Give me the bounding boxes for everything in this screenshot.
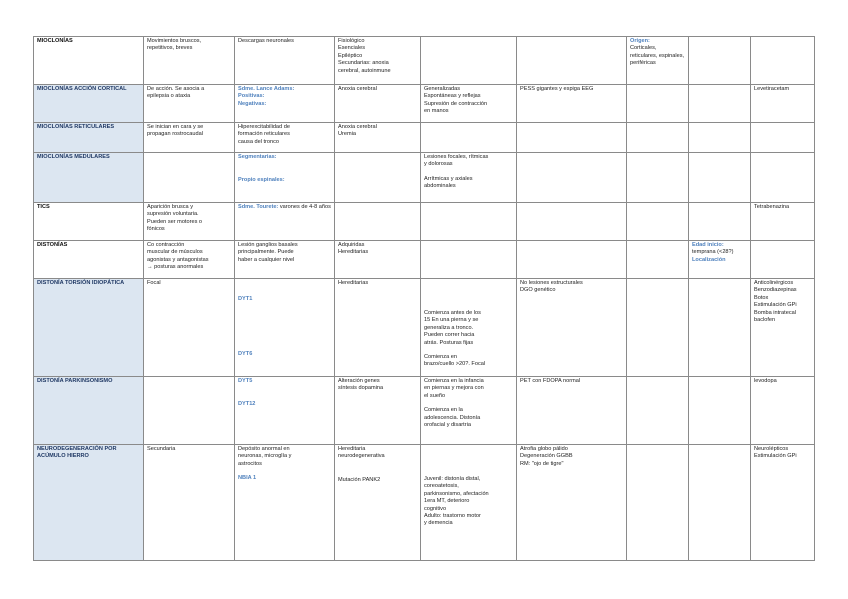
cell bbox=[627, 279, 689, 377]
cell: Depósito anormal en neuronas, microglía y astrocitos NBIA 1 bbox=[235, 445, 335, 561]
cell: Aparición brusca y supresión voluntaria. Pueden ser motores o fónicos bbox=[144, 203, 235, 241]
cell: Descargas neuronales bbox=[235, 37, 335, 85]
cell bbox=[627, 377, 689, 445]
cell: Sdme. Tourete: varones de 4-8 años bbox=[235, 203, 335, 241]
cell bbox=[421, 203, 517, 241]
cell bbox=[689, 445, 751, 561]
cell: DYT5 DYT12 bbox=[235, 377, 335, 445]
table-row bbox=[34, 153, 815, 203]
cell bbox=[517, 241, 627, 279]
cell: Edad inicio: temprana (<28?) Localización bbox=[689, 241, 751, 279]
cell: Se inician en cara y se propagan rostrocaudal bbox=[144, 123, 235, 153]
cell: Adquiridas Hereditarias bbox=[335, 241, 421, 279]
cell: Segmentarias: Propio espinales: bbox=[235, 153, 335, 203]
cell bbox=[627, 203, 689, 241]
cell: levodopa bbox=[751, 377, 815, 445]
cell bbox=[627, 445, 689, 561]
cell: Atrofia globo pálido Degeneración GGBB RM: "ojo de tigre" bbox=[517, 445, 627, 561]
cell: Hereditarias bbox=[335, 279, 421, 377]
cell bbox=[627, 241, 689, 279]
cell bbox=[689, 377, 751, 445]
row-header: DISTONÍA TORSIÓN IDIOPÁTICA bbox=[34, 279, 144, 377]
row-header: MIOCLONÍAS bbox=[34, 37, 144, 85]
cell bbox=[751, 37, 815, 85]
cell bbox=[689, 203, 751, 241]
cell: Tetrabenazina bbox=[751, 203, 815, 241]
cell: PESS gigantes y espiga EEG bbox=[517, 85, 627, 123]
row-header: MIOCLONÍAS ACCIÓN CORTICAL bbox=[34, 85, 144, 123]
cell: Anoxia cerebral Uremia bbox=[335, 123, 421, 153]
cell: Comienza antes de los 15 En una pierna y se generaliza a tronco. Pueden correr hacia atrás. Posturas fijas Comienza en brazo/cuello >20?. Focal bbox=[421, 279, 517, 377]
cell: Sdme. Lance Adams: Positivas: Negativas: bbox=[235, 85, 335, 123]
table-row bbox=[34, 445, 815, 561]
cell bbox=[421, 241, 517, 279]
cell: Comienza en la infancia en piernas y mejora con el sueño Comienza en la adolescencia. Distonía orofacial y disartria bbox=[421, 377, 517, 445]
table-row bbox=[34, 241, 815, 279]
table-row bbox=[34, 123, 815, 153]
row-header: DISTONÍA PARKINSONISMO bbox=[34, 377, 144, 445]
cell bbox=[751, 241, 815, 279]
cell bbox=[335, 203, 421, 241]
cell bbox=[627, 85, 689, 123]
cell: Origen: Corticales, reticulares, espinales, periféricas bbox=[627, 37, 689, 85]
cell: Hereditaria neurodegenerativa Mutación PANK2 bbox=[335, 445, 421, 561]
cell: Generalizadas Espontáneas y reflejas Supresión de contracción en manos bbox=[421, 85, 517, 123]
cell bbox=[517, 37, 627, 85]
cell: Co contracción muscular de músculos agonistas y antagonistas → posturas anormales bbox=[144, 241, 235, 279]
cell bbox=[689, 37, 751, 85]
cell bbox=[689, 123, 751, 153]
table-row bbox=[34, 85, 815, 123]
cell: Anticolinérgicos Benzodiazepinas Botox Estimulación GPi Bomba intratecal baclofen bbox=[751, 279, 815, 377]
cell: Secundaria bbox=[144, 445, 235, 561]
cell: No lesiones estructurales DGO genético bbox=[517, 279, 627, 377]
row-header: MIOCLONÍAS MEDULARES bbox=[34, 153, 144, 203]
row-header: DISTONÍAS bbox=[34, 241, 144, 279]
cell: Levetiracetam bbox=[751, 85, 815, 123]
cell: Fisiológico Esenciales Epiléptico Secundarias: anoxia cerebral, autoinmune bbox=[335, 37, 421, 85]
cell bbox=[689, 85, 751, 123]
row-header: MIOCLONÍAS RETICULARES bbox=[34, 123, 144, 153]
table-row bbox=[34, 279, 815, 377]
neurology-table bbox=[33, 36, 815, 561]
cell: Movimientos bruscos, repetitivos, breves bbox=[144, 37, 235, 85]
cell bbox=[751, 153, 815, 203]
cell bbox=[144, 153, 235, 203]
cell: Focal bbox=[144, 279, 235, 377]
cell: PET con FDOPA normal bbox=[517, 377, 627, 445]
cell bbox=[751, 123, 815, 153]
cell: Anoxia cerebral bbox=[335, 85, 421, 123]
cell bbox=[517, 153, 627, 203]
cell bbox=[517, 203, 627, 241]
cell bbox=[517, 123, 627, 153]
cell: Neurolépticos Estimulación GPi bbox=[751, 445, 815, 561]
cell: De acción. Se asocia a epilepsia o ataxia bbox=[144, 85, 235, 123]
cell: Hiperexcitabilidad de formación reticulares causa del tronco bbox=[235, 123, 335, 153]
cell bbox=[421, 123, 517, 153]
cell bbox=[144, 377, 235, 445]
cell: Juvenil: distonía distal, coreoatetosis, parkinsonismo, afectación 1era MT, deterioro cognitivo Adulto: trastorno motor y demencia bbox=[421, 445, 517, 561]
cell bbox=[689, 153, 751, 203]
cell: Lesiones focales, rítmicas y dolorosas Arrítmicas y axiales abdominales bbox=[421, 153, 517, 203]
cell: Alteración genes síntesis dopamina bbox=[335, 377, 421, 445]
row-header: NEURODEGENERACIÓN POR ACÚMULO HIERRO bbox=[34, 445, 144, 561]
table-row bbox=[34, 377, 815, 445]
cell: DYT1 DYT6 bbox=[235, 279, 335, 377]
cell bbox=[689, 279, 751, 377]
cell bbox=[627, 153, 689, 203]
table-row bbox=[34, 37, 815, 85]
row-header: TICS bbox=[34, 203, 144, 241]
cell: Lesión ganglios basales principalmente. Puede haber a cualquier nivel bbox=[235, 241, 335, 279]
cell bbox=[335, 153, 421, 203]
table-row bbox=[34, 203, 815, 241]
cell bbox=[421, 37, 517, 85]
cell bbox=[627, 123, 689, 153]
